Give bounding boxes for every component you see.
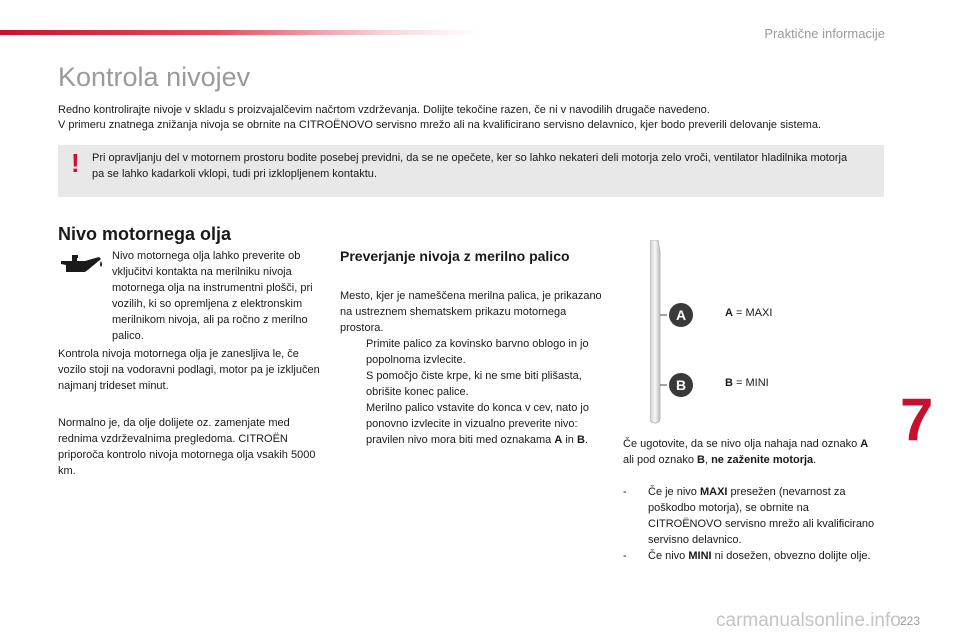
step-text-join: in <box>562 434 577 446</box>
oil-paragraph-2: Kontrola nivoja motornega olja je zanesljiva le, če vozilo stoji na vodoravni podlagi, motor pa je izključen najmanj trideset minut. <box>58 348 320 392</box>
action-text: Če je nivo <box>648 486 700 498</box>
label-b-text: = MINI <box>732 377 769 389</box>
label-a-text: = MAXI <box>732 307 773 319</box>
do-not-start-warning: ne zaženite motorja <box>711 454 814 466</box>
list-item <box>340 368 605 400</box>
watermark: carmanualsonline.info <box>716 610 901 631</box>
list-item <box>623 548 878 564</box>
intro-text <box>58 103 898 133</box>
action-text: Če nivo <box>648 550 689 562</box>
step-text: Merilno palico vstavite do konca v cev, nato jo ponovno izvlecite in vizualno preverite nivo: pravilen nivo mora biti med oznakama <box>366 402 589 446</box>
mini-key: MINI <box>688 550 712 562</box>
mark-b-letter: B <box>675 377 687 393</box>
warning-icon: ! <box>71 148 80 178</box>
section-header: Praktične informacije <box>764 26 885 41</box>
action-text: ni dosežen, obvezno dolijte olje. <box>711 550 871 562</box>
level-text: ali pod oznako <box>623 454 697 466</box>
dipstick-intro: Mesto, kjer je nameščena merilna palica, je prikazano na ustreznem shematskem prikazu motornega prostora. <box>340 290 602 334</box>
step-text: S pomočjo čiste krpe, ki ne sme biti plišasta, obrišite konec palice. <box>366 370 582 398</box>
intro-line-1: Redno kontrolirajte nivoje v skladu s proizvajalčevim načrtom vzdrževanja. Dolijte tekočine razen, če ni v navodilih drugače navedeno. <box>58 104 710 116</box>
step-text: Primite palico za kovinsko barvno oblogo in jo popolnoma izvlecite. <box>366 338 589 366</box>
chapter-number: 7 <box>900 386 934 453</box>
header-accent-bar <box>0 30 480 35</box>
intro-line-2: V primeru znatnega znižanja nivoja se obrnite na CITROËNOVO servisno mrežo ali na kvalificirano servisno delavnico, kjer bodo preverili delovanje sistema. <box>58 119 822 131</box>
label-a-key: A <box>725 307 733 319</box>
level-actions <box>623 484 878 564</box>
dash-marker: - <box>623 486 627 498</box>
list-item <box>340 336 605 368</box>
step-text-end: . <box>584 434 588 446</box>
dipstick-steps <box>340 336 605 448</box>
page-number: 223 <box>899 614 920 628</box>
oil-can-icon <box>58 252 108 276</box>
warning-box <box>58 145 884 197</box>
mark-b-ref: B <box>576 434 585 446</box>
list-item <box>340 400 605 448</box>
level-b: B <box>697 454 705 466</box>
action-text: presežen (nevarnost za poškodbo motorja), se obrnite na CITROËNOVO servisno mrežo ali kvalificirano servisno delavnico. <box>648 486 875 546</box>
level-text: , <box>704 454 712 466</box>
level-info-paragraph <box>623 436 878 468</box>
oil-paragraph-1: Nivo motornega olja lahko preverite ob vključitvi kontakta na merilniku nivoja motornega olja na instrumentni plošči, pri vozilih, ki so opremljena z elektronskim merilnikom nivoja, ali pa ročno z merilno palico. <box>112 250 313 342</box>
maxi-key: MAXI <box>699 486 728 498</box>
list-item <box>623 484 878 548</box>
page-title: Kontrola nivojev <box>58 62 251 92</box>
warning-text: Pri opravljanju del v motornem prostoru bodite posebej previdni, da se ne opečete, ker so lahko nekateri deli motorja zelo vroči, ventilator hladilnika motorja pa se lahko kadarkoli vklopi, tudi pri izklopljenem kontaktu. <box>92 152 848 180</box>
dipstick-illustration <box>650 240 720 425</box>
label-maxi <box>725 307 772 319</box>
level-a: A <box>860 438 869 450</box>
mark-a-ref: A <box>554 434 563 446</box>
oil-paragraph-3: Normalno je, da olje dolijete oz. zamenjate med rednima vzdrževalnima pregledoma. CITROËN priporoča kontrolo nivoja motornega olja vsakih 5000 km. <box>58 417 316 477</box>
label-b-key: B <box>725 377 733 389</box>
level-text: . <box>813 454 817 466</box>
level-text: Če ugotovite, da se nivo olja nahaja nad oznako <box>623 438 861 450</box>
mark-a-letter: A <box>675 307 687 323</box>
oil-section-title: Nivo motornega olja <box>58 224 232 244</box>
dash-marker: - <box>623 550 627 562</box>
dipstick-section-title: Preverjanje nivoja z merilno palico <box>340 248 570 264</box>
label-mini <box>725 377 769 389</box>
